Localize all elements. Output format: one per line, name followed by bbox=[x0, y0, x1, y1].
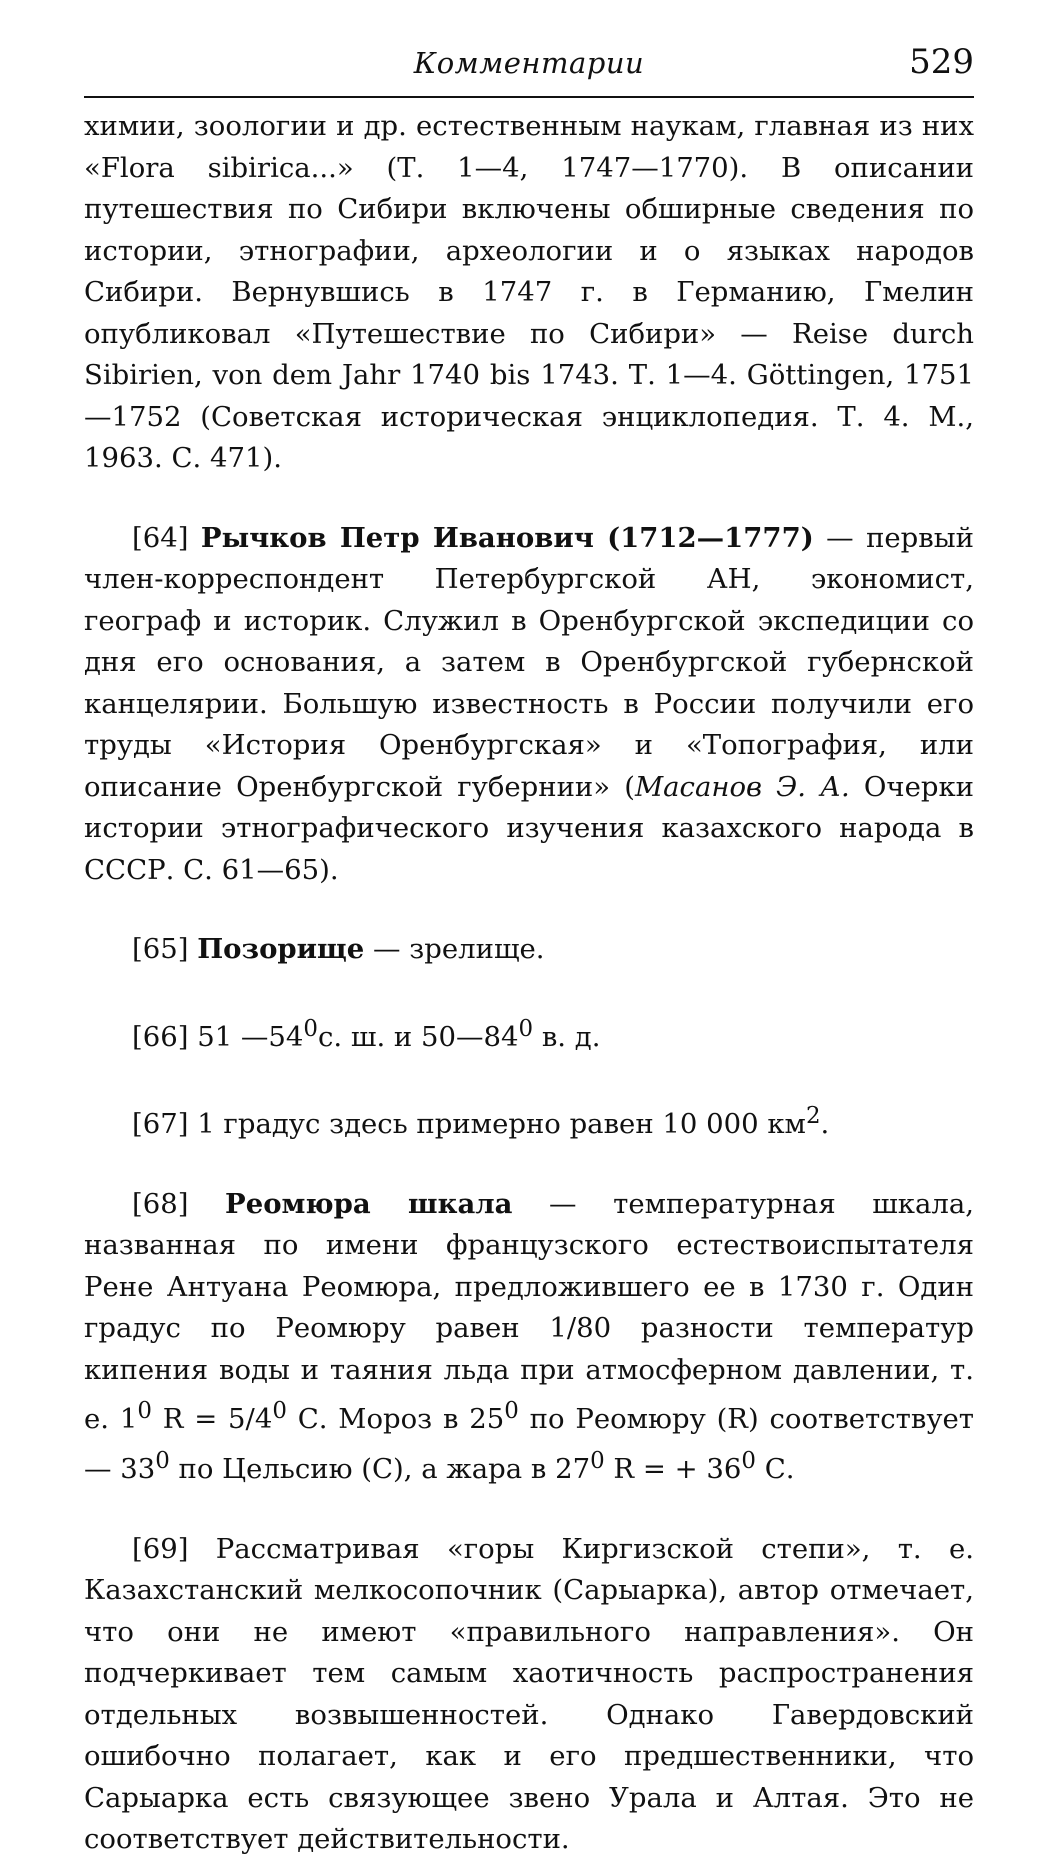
note-number: [69] bbox=[132, 1532, 189, 1565]
note-term: Позорище bbox=[197, 933, 365, 965]
note-68 bbox=[84, 1184, 974, 1491]
superscript: 0 bbox=[137, 1398, 152, 1425]
note-text: С. bbox=[755, 1453, 795, 1486]
page-number: 529 bbox=[909, 42, 974, 82]
superscript: 2 bbox=[805, 1103, 821, 1130]
note-number: [67] bbox=[132, 1108, 189, 1141]
note-term: Реомюра шкала bbox=[225, 1187, 513, 1220]
note-text: Рассматривая «горы Киргизской степи», т. е. Казахстанский мелкосопочник (Сарыарка), автор отмечает, что они не имеют «правильного направления». Он подчеркивает тем самым хаотичность распространения отдельных возвышенностей. Однако Гавердовский ошибочно полагает, как и его предшественники, что Сарыарка есть связующее звено Урала и Алтая. Это не соответствует действительности. bbox=[84, 1532, 974, 1856]
note-number: [68] bbox=[132, 1187, 189, 1220]
note-67 bbox=[84, 1096, 974, 1146]
note-text: в. д. bbox=[533, 1020, 601, 1053]
note-65 bbox=[84, 929, 974, 971]
note-64 bbox=[84, 518, 974, 892]
note-text: 1 градус здесь примерно равен 10 000 км bbox=[188, 1108, 806, 1141]
note-text: — первый член-корреспондент Петербургской АН, экономист, географ и историк. Служил в Оренбургской экспедиции со дня его основания, а затем в Оренбургской губернской канцелярии. Большую известность в России получили его труды «История Оренбургская» и «Топография, или описание Оренбургской губернии» ( bbox=[84, 521, 974, 803]
note-text: с. ш. и 50—84 bbox=[318, 1020, 519, 1053]
superscript: 0 bbox=[504, 1398, 519, 1425]
superscript: 0 bbox=[590, 1447, 605, 1474]
superscript: 0 bbox=[741, 1447, 756, 1474]
superscript: 0 bbox=[272, 1398, 287, 1425]
superscript: 0 bbox=[518, 1015, 534, 1042]
note-text: — зрелище. bbox=[364, 933, 545, 965]
note-text: R = + 36 bbox=[604, 1453, 742, 1486]
note-term: Рычков Петр Иванович (1712—1777) bbox=[200, 521, 814, 554]
superscript: 0 bbox=[155, 1447, 170, 1474]
note-text: по Цельсию (С), а жара в 27 bbox=[169, 1453, 591, 1486]
note-text: . bbox=[820, 1108, 830, 1141]
continuation-paragraph: химии, зоологии и др. естественным наукам, главная из них «Flora sibirica...» (Т. 1—4, 1747—1770). В описании путешествия по Сибири включены обширные сведения по истории, этнографии, археологии и о языках народов Сибири. Вернувшись в 1747 г. в Германию, Гмелин опубликовал «Путешествие по Сибири» — Reise durch Sibirien, von dem Jahr 1740 bis 1743. Т. 1—4. Göttingen, 1751—1752 (Советская историческая энциклопедия. Т. 4. М., 1963. С. 471). bbox=[84, 110, 974, 474]
superscript: 0 bbox=[303, 1015, 318, 1042]
commentary-body bbox=[84, 106, 974, 1861]
note-number: [66] bbox=[132, 1020, 189, 1053]
note-text: Очерки истории этнографического изучения казахского народа в СССР. С. 61—65). bbox=[84, 770, 974, 886]
note-text: R = 5/4 bbox=[151, 1403, 273, 1436]
page-header bbox=[84, 30, 974, 98]
running-title: Комментарии bbox=[413, 46, 645, 80]
note-text: — температурная шкала, названная по имени французского естествоиспытателя Рене Антуана Реомюра, предложившего ее в 1730 г. Один градус по Реомюру равен 1/80 разности температур кипения воды и таяния льда при атмосферном давлении, т. е. 1 bbox=[84, 1187, 974, 1436]
note-text: по Реомюру (R) соответствует — 33 bbox=[84, 1403, 974, 1486]
book-page bbox=[84, 30, 974, 1861]
note-number: [65] bbox=[132, 933, 189, 965]
note-66 bbox=[84, 1009, 974, 1059]
note-number: [64] bbox=[132, 521, 189, 554]
note-text: 51 —54 bbox=[188, 1020, 304, 1053]
note-text: С. Мороз в 25 bbox=[286, 1403, 505, 1436]
note-author: Масанов Э. А. bbox=[634, 770, 850, 803]
note-69 bbox=[84, 1529, 974, 1861]
